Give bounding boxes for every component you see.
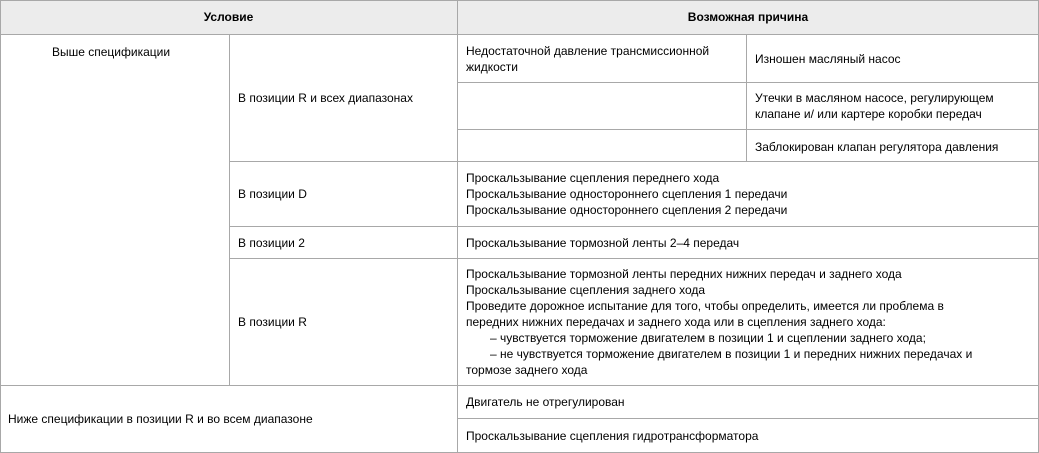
- subcondition-2: В позиции 2: [230, 227, 458, 259]
- cause-band-2-4: Проскальзывание тормозной ленты 2–4 передач: [458, 227, 1039, 259]
- cause-bullet: – не чувствуется торможение двигателем в позиции 1 и передних нижних передачах и: [490, 347, 973, 361]
- condition-above-spec: Выше спецификации: [0, 35, 230, 386]
- cause-empty-cell: [458, 83, 747, 130]
- cause-torque-converter-slip: Проскальзывание сцепления гидротрансформатора: [458, 419, 1039, 453]
- subcondition-r-all-ranges: В позиции R и всех диапазонах: [230, 35, 458, 162]
- cause-line: тормозе заднего хода: [466, 363, 588, 377]
- causes-d: [458, 162, 1039, 227]
- cause-line: передних нижних передачах и заднего хода или в сцепления заднего хода:: [466, 315, 886, 329]
- cause-bullet: – чувствуется торможение двигателем в позиции 1 и сцеплении заднего хода;: [490, 331, 926, 345]
- cause-line: Проскальзывание сцепления заднего хода: [466, 283, 706, 297]
- cause-empty-cell: [458, 130, 747, 162]
- cause-engine-not-tuned: Двигатель не отрегулирован: [458, 386, 1039, 419]
- cause-line: Проведите дорожное испытание для того, чтобы определить, имеется ли проблема в: [466, 299, 944, 313]
- cause-line: Проскальзывание одностороннего сцепления 2 передачи: [466, 203, 788, 217]
- cause-line: Проскальзывание сцепления переднего хода: [466, 171, 720, 185]
- cause-line: Проскальзывание тормозной ленты передних нижних передач и заднего хода: [466, 267, 902, 281]
- causes-r: [458, 259, 1039, 386]
- cause-line: Проскальзывание одностороннего сцепления 1 передачи: [466, 187, 788, 201]
- cause-low-fluid-pressure: Недостаточной давление трансмиссионной жидкости: [458, 35, 747, 83]
- header-cause: Возможная причина: [458, 0, 1039, 35]
- cause-oil-pump-leaks: Утечки в масляном насосе, регулирующем клапане и/ или картере коробки передач: [747, 83, 1039, 130]
- cause-blocked-regulator-valve: Заблокирован клапан регулятора давления: [747, 130, 1039, 162]
- subcondition-d: В позиции D: [230, 162, 458, 227]
- header-condition: Условие: [0, 0, 458, 35]
- subcondition-r: В позиции R: [230, 259, 458, 386]
- cause-worn-oil-pump: Изношен масляный насос: [747, 35, 1039, 83]
- condition-below-spec: Ниже спецификации в позиции R и во всем диапазоне: [0, 386, 458, 453]
